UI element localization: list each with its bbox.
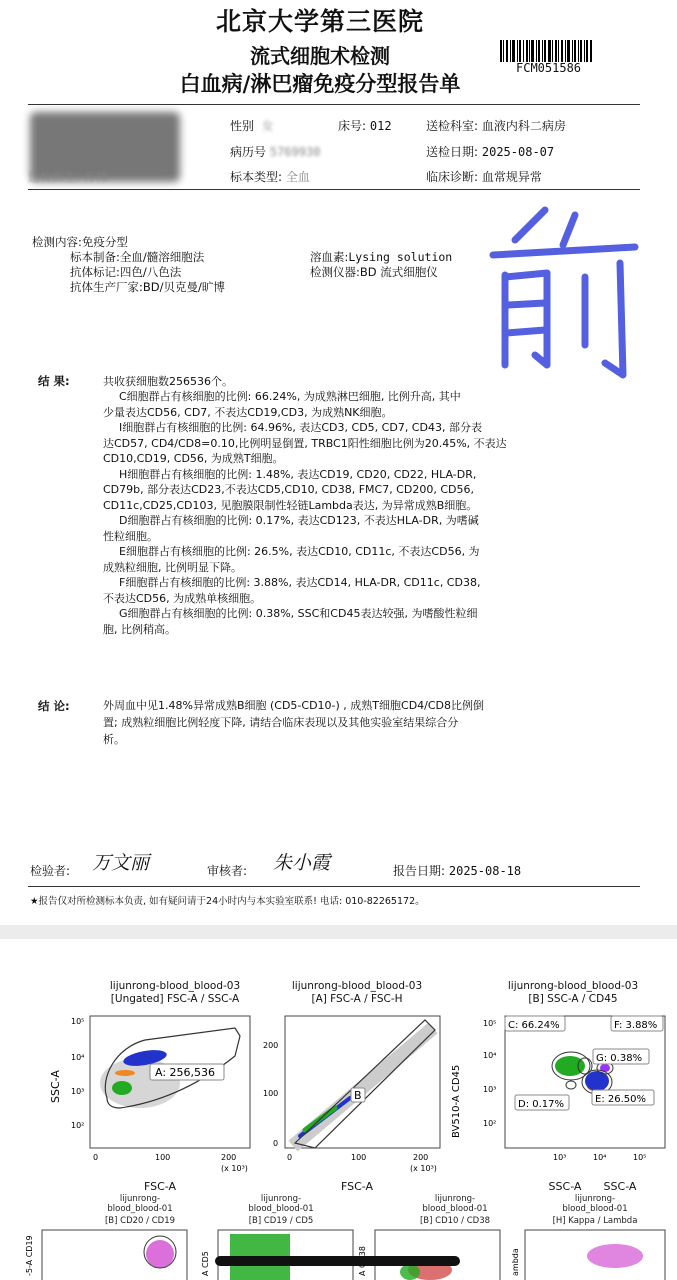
date-value: 2025-08-07 [481, 145, 555, 159]
plot1-xlabel: FSC-A [143, 1180, 177, 1193]
diagnosis-value: 血常规异常 [481, 170, 542, 184]
barcode-number: FCM051586 [516, 61, 582, 75]
dept-title: 流式细胞术检测 [250, 44, 390, 68]
result-e: E细胞群占有核细胞的比例: 26.5%, 表达CD10, CD11c, 不表达CD56, 为 成熟粒细胞, 比例明显下降。 [103, 545, 480, 574]
result-g: G细胞群占有核细胞的比例: 0.38%, SSC和CD45表达较强, 为嗜酸性粒细 胞, 比例稍高。 [103, 607, 478, 636]
content-label: 检测内容: [32, 235, 82, 249]
instrument-label: 检测仪器: [310, 265, 360, 279]
plot2-gate: [A] FSC-A / FSC-H [311, 993, 403, 1005]
plot3-label-c: C: 66.24% [508, 1020, 560, 1031]
doctor-value: 万伟 [83, 170, 108, 184]
bed-label: 床号: [338, 119, 367, 133]
row2-plot3-gate: [B] CD10 / CD38 [419, 1216, 491, 1226]
maker-value: BD/贝克曼/旷博 [142, 280, 225, 294]
doctor-label: 送检医生 [28, 170, 77, 184]
plot1-xtick: 200 [221, 1153, 237, 1162]
antibody-value: 四色/八色法 [119, 265, 182, 279]
handwritten-mark [485, 205, 645, 385]
plot1-gate: [Ungated] FSC-A / SSC-A [110, 993, 240, 1005]
row2-plot3-sample: lijunrong- blood_blood-01 [422, 1194, 488, 1214]
row2-plot4-gate: [H] Kappa / Lambda [552, 1216, 638, 1226]
results-label: 结 果: [38, 374, 70, 388]
row2-plot3-population-green [400, 1264, 420, 1280]
report-title: 白血病/淋巴瘤免疫分型报告单 [179, 71, 461, 96]
tester-label: 检验者: [30, 864, 71, 878]
plot1-xunit: (x 10³) [221, 1164, 248, 1173]
conclusion-label: 结 论: [38, 699, 70, 713]
plot2-xtick: 100 [351, 1153, 367, 1162]
results-list [103, 389, 623, 637]
report-date-label: 报告日期: [393, 864, 446, 878]
plot1-ylabel: SSC-A [49, 1070, 62, 1103]
plot3-label-f: F: 3.88% [614, 1020, 658, 1031]
plot3-frame [505, 1016, 665, 1148]
plot3-sample: lijunrong-blood_blood-03 [507, 980, 639, 992]
plot1-sample: lijunrong-blood_blood-03 [109, 980, 241, 992]
row2-plot1-ylabel: -5-A CD19 [25, 1235, 34, 1276]
plot2-annotation: B [354, 1089, 362, 1102]
plot3-label-d: D: 0.17% [518, 1099, 565, 1110]
handwritten-text [0, 0, 1, 1]
tester-signature: 万文丽 [92, 852, 150, 874]
plot1-ytick: 10² [71, 1121, 85, 1130]
report-date-value: 2025-08-18 [448, 864, 522, 878]
reviewer-label: 审核者: [207, 864, 248, 878]
plot3-green-population [555, 1056, 585, 1076]
plot1-green-population [112, 1081, 132, 1095]
antibody-label: 抗体标记: [70, 265, 120, 279]
plot3-xlabel: SSC-A [548, 1180, 582, 1193]
record-value: 5769930 [269, 145, 321, 159]
hospital-name: 北京大学第三医院 [215, 7, 424, 36]
plot3-ytick: 10³ [483, 1085, 497, 1094]
conclusion-text: 外周血中见1.48%异常成熟B细胞 (CD5-CD10-) , 成熟T细胞CD4/CD8比例倒 置; 成熟粒细胞比例轻度下降, 请结合临床表现以及其他实验室结果综合分 析。 [103, 699, 485, 746]
plot2-ytick: 100 [263, 1089, 279, 1098]
sample-type-value: 全血 [285, 170, 310, 184]
plot1-ytick: 10³ [71, 1087, 85, 1096]
plot3-label-e: E: 26.50% [595, 1094, 646, 1105]
row2-plot4-population [587, 1244, 643, 1268]
row2-extra-label: SSC-A [603, 1180, 637, 1193]
result-c: C细胞群占有核细胞的比例: 66.24%, 为成熟淋巴细胞, 比例升高, 其中 少量表达CD56, CD7, 不表达CD19,CD3, 为成熟NK细胞。 [103, 390, 461, 419]
plot2-xtick: 0 [287, 1153, 293, 1162]
prep-value: 全血/髓溶细胞法 [119, 250, 205, 264]
result-h: H细胞群占有核细胞的比例: 1.48%, 表达CD19, CD20, CD22, HLA-DR, CD79b, 部分表达CD23,不表达CD5,CD10, CD38, FMC7, CD200, CD56, CD11c,CD25,CD103, 见胞膜限制性轻链Lambda表达, 为异常成熟B细胞。 [103, 467, 478, 512]
row2-plot1-population [146, 1240, 174, 1268]
plot1-annotation: A: 256,536 [155, 1066, 216, 1079]
gender-value: 女 [261, 119, 274, 133]
plot1-xtick: 0 [93, 1153, 99, 1162]
date-label: 送检日期: [426, 145, 479, 159]
plot2-xtick: 200 [413, 1153, 429, 1162]
plot3-xtick: 10⁵ [633, 1153, 647, 1162]
row2-plot4-sample: lijunrong- blood_blood-01 [562, 1194, 628, 1214]
diagnosis-label: 临床诊断: [426, 170, 479, 184]
row2-plot1-gate: [B] CD20 / CD19 [104, 1216, 176, 1226]
plot2 [255, 1008, 445, 1178]
results-total: 共收获细胞数256536个。 [103, 375, 233, 388]
row2-plot2-ylabel: A CD5 [201, 1251, 210, 1276]
plot3-ytick: 10⁴ [483, 1051, 497, 1060]
row2-plot2-gate: [B] CD19 / CD5 [248, 1216, 314, 1226]
plot2-xlabel: FSC-A [340, 1180, 374, 1193]
plot1-ytick: 10⁴ [71, 1053, 85, 1062]
row2-plots [0, 1228, 677, 1280]
lysing-label: 溶血素: [310, 250, 349, 264]
plot1-xtick: 100 [155, 1153, 171, 1162]
footnote: ★报告仅对所检测标本负责, 如有疑问请于24小时内与本实验室联系! 电话: 010-82265172。 [30, 896, 425, 907]
plot3-ytick: 10² [483, 1119, 497, 1128]
plot3-label-g: G: 0.38% [596, 1053, 643, 1064]
content-value: 免疫分型 [81, 235, 128, 249]
instrument-value: BD 流式细胞仪 [359, 265, 438, 279]
header-rule [28, 104, 640, 105]
barcode [500, 40, 592, 62]
plot1 [45, 1008, 255, 1178]
lysing-value: Lysing solution [348, 250, 453, 264]
footer-rule [28, 886, 640, 887]
plot1-ytick: 10⁵ [71, 1017, 85, 1026]
plot3-xtick: 10⁴ [593, 1153, 607, 1162]
result-i: I细胞群占有核细胞的比例: 64.96%, 表达CD3, CD5, CD7, CD43, 部分表 达CD57, CD4/CD8=0.10,比例明显倒置, TRBC1阳性细胞比例为20.45%, 不表达 CD10,CD19, CD56, 为成熟T细胞。 [103, 421, 507, 465]
plot3-xtick: 10³ [553, 1153, 567, 1162]
prep-label: 标本制备: [70, 250, 120, 264]
record-label: 病历号 [230, 145, 267, 159]
plot2-ytick: 0 [273, 1139, 279, 1148]
dept-label: 送检科室: [426, 119, 479, 133]
row2-plot4-ylabel: ambda [511, 1248, 520, 1276]
plot3 [445, 1008, 675, 1178]
plot2-ytick: 200 [263, 1041, 279, 1050]
row2-plot2-sample: lijunrong- blood_blood-01 [248, 1194, 314, 1214]
dept-value: 血液内科二病房 [481, 119, 566, 133]
plot2-sample: lijunrong-blood_blood-03 [291, 980, 423, 992]
plot3-gate: [B] SSC-A / CD45 [528, 993, 618, 1005]
info-rule [28, 189, 640, 190]
page-break [0, 925, 677, 939]
plot3-ytick: 10⁵ [483, 1019, 497, 1028]
home-indicator [215, 1256, 460, 1266]
plot1-orange-population [115, 1070, 135, 1076]
gender-label: 性别 [230, 119, 255, 133]
plot2-xunit: (x 10³) [410, 1164, 437, 1173]
maker-label: 抗体生产厂家: [70, 280, 143, 294]
result-f: F细胞群占有核细胞的比例: 3.88%, 表达CD14, HLA-DR, CD11c, CD38, 不表达CD56, 为成熟单核细胞。 [103, 576, 481, 605]
bed-value: 012 [369, 119, 392, 133]
reviewer-signature: 朱小霞 [273, 852, 331, 874]
row2-plot1-sample: lijunrong- blood_blood-01 [107, 1194, 173, 1214]
result-d: D细胞群占有核细胞的比例: 0.17%, 表达CD123, 不表达HLA-DR, 为嗜碱 性粒细胞。 [103, 514, 479, 543]
sample-type-label: 标本类型: [230, 170, 283, 184]
plot3-ylabel: BV510-A CD45 [451, 1064, 462, 1138]
